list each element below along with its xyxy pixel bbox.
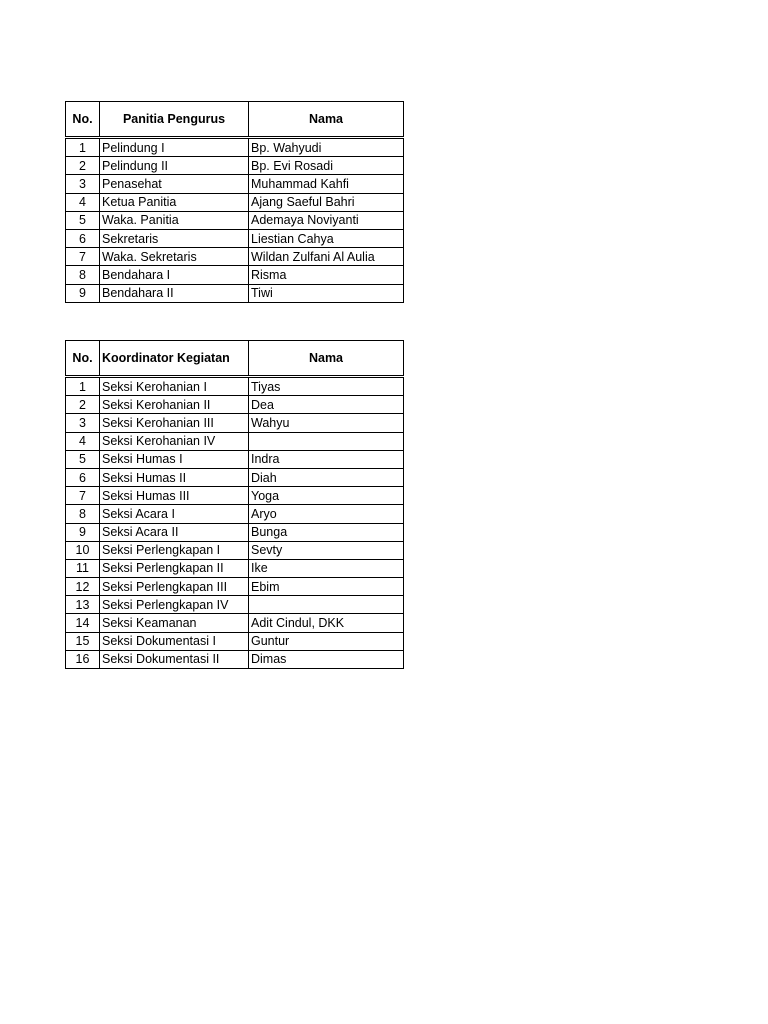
row-name: Ademaya Noviyanti xyxy=(249,211,404,229)
row-name: Adit Cindul, DKK xyxy=(249,614,404,632)
row-name: Dea xyxy=(249,396,404,414)
header-no: No. xyxy=(66,102,100,138)
table-row xyxy=(66,541,404,559)
coordinator-table-body xyxy=(66,377,404,669)
row-role: Seksi Perlengkapan IV xyxy=(100,596,249,614)
row-number: 4 xyxy=(66,432,100,450)
row-number: 8 xyxy=(66,266,100,284)
row-number: 9 xyxy=(66,284,100,302)
row-name: Indra xyxy=(249,450,404,468)
row-name: Bp. Wahyudi xyxy=(249,138,404,157)
row-role: Pelindung II xyxy=(100,157,249,175)
row-name xyxy=(249,432,404,450)
row-role: Bendahara I xyxy=(100,266,249,284)
table-row xyxy=(66,396,404,414)
row-number: 11 xyxy=(66,559,100,577)
coordinator-table xyxy=(65,340,404,669)
row-role: Seksi Kerohanian I xyxy=(100,377,249,396)
row-number: 6 xyxy=(66,229,100,247)
row-name: Yoga xyxy=(249,487,404,505)
row-role: Seksi Kerohanian II xyxy=(100,396,249,414)
row-role: Pelindung I xyxy=(100,138,249,157)
row-number: 5 xyxy=(66,211,100,229)
row-role: Seksi Dokumentasi II xyxy=(100,650,249,668)
table-row xyxy=(66,432,404,450)
row-number: 1 xyxy=(66,138,100,157)
row-role: Seksi Humas I xyxy=(100,450,249,468)
row-number: 3 xyxy=(66,414,100,432)
row-role: Seksi Perlengkapan III xyxy=(100,578,249,596)
row-name: Bp. Evi Rosadi xyxy=(249,157,404,175)
row-name: Wahyu xyxy=(249,414,404,432)
row-name: Risma xyxy=(249,266,404,284)
row-number: 8 xyxy=(66,505,100,523)
table-row xyxy=(66,614,404,632)
table-row xyxy=(66,523,404,541)
table-row xyxy=(66,175,404,193)
row-number: 12 xyxy=(66,578,100,596)
row-role: Seksi Humas II xyxy=(100,468,249,486)
row-role: Seksi Humas III xyxy=(100,487,249,505)
row-number: 1 xyxy=(66,377,100,396)
row-number: 14 xyxy=(66,614,100,632)
header-role: Koordinator Kegiatan xyxy=(100,341,249,377)
row-number: 9 xyxy=(66,523,100,541)
row-name: Dimas xyxy=(249,650,404,668)
row-role: Waka. Panitia xyxy=(100,211,249,229)
table-row xyxy=(66,193,404,211)
header-name: Nama xyxy=(249,102,404,138)
table-row xyxy=(66,248,404,266)
table-row xyxy=(66,487,404,505)
row-role: Seksi Perlengkapan II xyxy=(100,559,249,577)
row-role: Seksi Dokumentasi I xyxy=(100,632,249,650)
row-number: 10 xyxy=(66,541,100,559)
row-role: Seksi Keamanan xyxy=(100,614,249,632)
table-row xyxy=(66,284,404,302)
row-name: Ike xyxy=(249,559,404,577)
row-name: Guntur xyxy=(249,632,404,650)
row-role: Seksi Perlengkapan I xyxy=(100,541,249,559)
table-row xyxy=(66,377,404,396)
row-number: 4 xyxy=(66,193,100,211)
row-name: Aryo xyxy=(249,505,404,523)
row-number: 5 xyxy=(66,450,100,468)
row-role: Seksi Kerohanian IV xyxy=(100,432,249,450)
row-name: Ajang Saeful Bahri xyxy=(249,193,404,211)
row-name: Wildan Zulfani Al Aulia xyxy=(249,248,404,266)
row-role: Ketua Panitia xyxy=(100,193,249,211)
table-row xyxy=(66,632,404,650)
row-role: Seksi Kerohanian III xyxy=(100,414,249,432)
row-name: Tiwi xyxy=(249,284,404,302)
table-row xyxy=(66,138,404,157)
row-name: Liestian Cahya xyxy=(249,229,404,247)
row-role: Penasehat xyxy=(100,175,249,193)
row-number: 16 xyxy=(66,650,100,668)
row-name xyxy=(249,596,404,614)
row-name: Ebim xyxy=(249,578,404,596)
table-row xyxy=(66,559,404,577)
row-number: 7 xyxy=(66,487,100,505)
row-number: 15 xyxy=(66,632,100,650)
row-number: 2 xyxy=(66,157,100,175)
table-header-row xyxy=(66,102,404,138)
table-row xyxy=(66,650,404,668)
row-role: Sekretaris xyxy=(100,229,249,247)
header-no: No. xyxy=(66,341,100,377)
table-row xyxy=(66,229,404,247)
row-name: Tiyas xyxy=(249,377,404,396)
row-role: Seksi Acara I xyxy=(100,505,249,523)
table-row xyxy=(66,157,404,175)
row-role: Seksi Acara II xyxy=(100,523,249,541)
table-header-row xyxy=(66,341,404,377)
row-number: 3 xyxy=(66,175,100,193)
row-number: 13 xyxy=(66,596,100,614)
table-row xyxy=(66,211,404,229)
row-name: Diah xyxy=(249,468,404,486)
header-name: Nama xyxy=(249,341,404,377)
row-number: 7 xyxy=(66,248,100,266)
row-name: Bunga xyxy=(249,523,404,541)
row-role: Bendahara II xyxy=(100,284,249,302)
row-name: Sevty xyxy=(249,541,404,559)
table-row xyxy=(66,468,404,486)
table-row xyxy=(66,266,404,284)
table-row xyxy=(66,578,404,596)
table-row xyxy=(66,505,404,523)
table-row xyxy=(66,414,404,432)
committee-table-body xyxy=(66,138,404,303)
row-number: 6 xyxy=(66,468,100,486)
committee-table xyxy=(65,101,404,303)
table-row xyxy=(66,450,404,468)
row-number: 2 xyxy=(66,396,100,414)
row-name: Muhammad Kahfi xyxy=(249,175,404,193)
row-role: Waka. Sekretaris xyxy=(100,248,249,266)
table-row xyxy=(66,596,404,614)
header-role: Panitia Pengurus xyxy=(100,102,249,138)
